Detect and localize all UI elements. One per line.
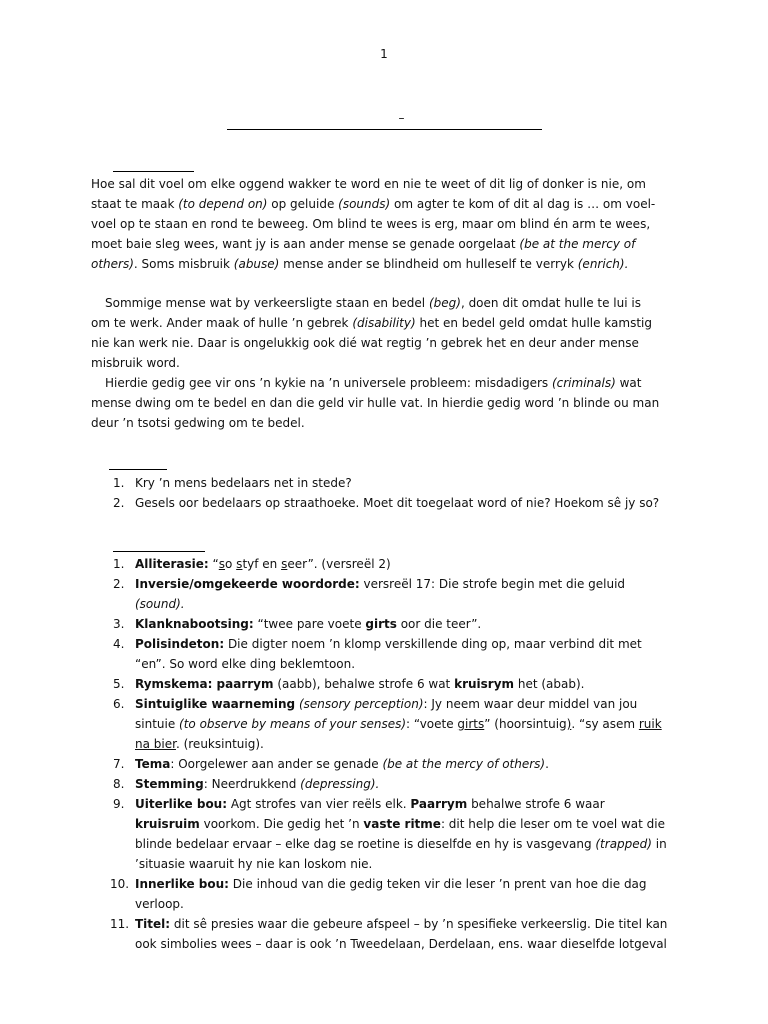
list-number: 2. bbox=[113, 577, 125, 591]
text-run: (be at the mercy of others) bbox=[382, 757, 546, 771]
text-run: s bbox=[218, 557, 226, 571]
text-run: (sounds) bbox=[338, 197, 391, 211]
text-run: dit sê presies waar die gebeure afspeel – by ’n spesifieke verkeerslig. Die titel kan ook simbolies wees – daar is ook ’n Tweedelaan, Derdelaan, ens. waar dieselfde lotgeval bbox=[135, 917, 668, 951]
list-item-text bbox=[135, 617, 481, 631]
list-item-text bbox=[135, 476, 352, 490]
text-run: : Neerdrukkend bbox=[203, 777, 301, 791]
text-run: kruisruim bbox=[135, 817, 200, 831]
text-run: ) bbox=[566, 717, 572, 731]
text-run: “ bbox=[208, 557, 219, 571]
list-number: 10. bbox=[110, 877, 130, 891]
intro-paragraph-2 bbox=[91, 293, 661, 373]
text-run: Alliterasie: bbox=[135, 557, 209, 571]
text-run: ” (hoorsintuig bbox=[484, 717, 567, 731]
text-run: (criminals) bbox=[551, 376, 616, 390]
document-title: – bbox=[398, 111, 405, 125]
text-run: kruisrym bbox=[454, 677, 515, 691]
text-run: . (reuksintuig). bbox=[175, 737, 264, 751]
device-item-4 bbox=[91, 634, 671, 674]
text-run: Tema bbox=[135, 757, 171, 771]
text-run: ruik na bier bbox=[135, 717, 662, 751]
device-item-7 bbox=[91, 754, 671, 774]
question-item-1 bbox=[91, 473, 671, 493]
text-run: Sintuiglike waarneming bbox=[135, 697, 296, 711]
text-run: wat mense dwing om te bedel en dan die geld vir hulle vat. In hierdie gedig word ’n blinde ou man deur ’n tsotsi gedwing om te bedel. bbox=[91, 376, 660, 430]
list-number: 2. bbox=[113, 496, 125, 510]
text-run: : Oorgelewer aan ander se genade bbox=[170, 757, 383, 771]
list-number: 6. bbox=[113, 697, 125, 711]
text-run: versreël 17: Die strofe begin met die geluid bbox=[359, 577, 626, 591]
text-run: Hierdie gedig gee vir ons ’n kykie na ’n universele probleem: misdadigers bbox=[105, 376, 552, 390]
page-number: 1 bbox=[380, 47, 388, 61]
text-run: Klanknabootsing: bbox=[135, 617, 254, 631]
device-item-10 bbox=[91, 874, 671, 914]
text-run: (to depend on) bbox=[178, 197, 268, 211]
text-run: eer”. (versreël 2) bbox=[287, 557, 391, 571]
text-run: . Soms misbruik bbox=[133, 257, 234, 271]
device-item-3 bbox=[91, 614, 671, 634]
intro-paragraph-1 bbox=[91, 174, 661, 274]
text-run: Gesels oor bedelaars op straathoeke. Moet dit toegelaat word of nie? Hoekom sê jy so? bbox=[135, 496, 660, 510]
intro-paragraph-3 bbox=[91, 373, 661, 433]
text-run: Die digter noem ’n klomp verskillende ding op, maar verbind dit met “en”. So word elke ding beklemtoon. bbox=[135, 637, 642, 671]
text-run: o bbox=[225, 557, 237, 571]
text-run: (beg) bbox=[428, 296, 461, 310]
text-run: Titel: bbox=[135, 917, 171, 931]
text-run: (disability) bbox=[352, 316, 416, 330]
device-item-1 bbox=[91, 554, 671, 574]
list-number: 8. bbox=[113, 777, 125, 791]
text-run: “twee pare voete bbox=[253, 617, 366, 631]
text-run: Innerlike bou: bbox=[135, 877, 229, 891]
text-run: : Jy neem waar deur middel van jou sintuie bbox=[135, 697, 638, 731]
text-run: (sound). bbox=[135, 597, 185, 611]
text-run: girts bbox=[457, 717, 485, 731]
text-run: s bbox=[281, 557, 288, 571]
text-run: (trapped) bbox=[595, 837, 652, 851]
text-run: Hoe sal dit voel om elke oggend wakker te word en nie te weet of dit lig of donker is nie, om staat te maak bbox=[91, 177, 646, 211]
text-run: . “sy asem bbox=[571, 717, 639, 731]
text-run: (aabb), behalwe strofe 6 wat bbox=[273, 677, 455, 691]
device-item-9 bbox=[91, 794, 671, 874]
device-item-11 bbox=[91, 914, 671, 954]
list-item-text bbox=[135, 637, 642, 671]
devices-heading-rule bbox=[113, 551, 205, 552]
list-item-text bbox=[135, 877, 647, 911]
device-item-2 bbox=[91, 574, 671, 614]
text-run: s bbox=[236, 557, 243, 571]
text-run: op geluide bbox=[267, 197, 339, 211]
list-number: 1. bbox=[113, 557, 125, 571]
text-run: , doen dit omdat hulle te lui is om te werk. Ander maak of hulle ’n gebrek bbox=[91, 296, 641, 330]
list-item-text bbox=[135, 577, 625, 611]
text-run: Stemming bbox=[135, 777, 204, 791]
text-run: (abuse) bbox=[233, 257, 280, 271]
text-run: behalwe strofe 6 waar bbox=[467, 797, 605, 811]
device-item-5 bbox=[91, 674, 671, 694]
question-item-2 bbox=[91, 493, 671, 513]
list-item-text bbox=[135, 557, 391, 571]
text-run: girts bbox=[365, 617, 397, 631]
text-run: het (abab). bbox=[514, 677, 585, 691]
device-item-6 bbox=[91, 694, 671, 754]
list-item-text bbox=[135, 777, 379, 791]
list-item-text bbox=[135, 757, 549, 771]
text-run: Agt strofes van vier reëls elk. bbox=[227, 797, 411, 811]
text-run: Rymskema: paarrym bbox=[135, 677, 274, 691]
list-item-text bbox=[135, 917, 667, 951]
text-run: (sensory perception) bbox=[298, 697, 424, 711]
text-run: mense ander se blindheid om hulleself te verryk bbox=[279, 257, 578, 271]
list-number: 4. bbox=[113, 637, 125, 651]
list-item-text bbox=[135, 797, 667, 871]
text-run: voorkom. Die gedig het ’n bbox=[199, 817, 364, 831]
list-item-text bbox=[135, 677, 585, 691]
list-number: 5. bbox=[113, 677, 125, 691]
device-item-8 bbox=[91, 774, 671, 794]
text-run: Uiterlike bou: bbox=[135, 797, 228, 811]
text-run: Kry ’n mens bedelaars net in stede? bbox=[135, 476, 352, 490]
list-number: 7. bbox=[113, 757, 125, 771]
list-number: 11. bbox=[110, 917, 130, 931]
list-item-text bbox=[135, 697, 662, 751]
text-run: Polisindeton: bbox=[135, 637, 225, 651]
list-number: 9. bbox=[113, 797, 125, 811]
text-run: tyf en bbox=[242, 557, 282, 571]
list-number: 1. bbox=[113, 476, 125, 490]
text-run: : “voete bbox=[406, 717, 458, 731]
text-run: (to observe by means of your senses) bbox=[179, 717, 407, 731]
devices-list bbox=[91, 554, 671, 954]
list-item-text bbox=[135, 496, 659, 510]
text-run: oor die teer”. bbox=[396, 617, 482, 631]
text-run: Sommige mense wat by verkeersligte staan en bedel bbox=[105, 296, 429, 310]
text-run: Die inhoud van die gedig teken vir die leser ’n prent van hoe die dag verloop. bbox=[135, 877, 647, 911]
text-run: (depressing). bbox=[300, 777, 380, 791]
questions-heading-rule bbox=[109, 469, 167, 470]
text-run: . bbox=[545, 757, 549, 771]
questions-list bbox=[91, 473, 671, 513]
list-number: 3. bbox=[113, 617, 125, 631]
text-run: in ’situasie waaruit hy nie kan loskom nie. bbox=[135, 837, 667, 871]
text-run: (enrich). bbox=[577, 257, 629, 271]
text-run: om agter te kom of dit al dag is … om voel-voel op te staan en rond te beweeg. Om blind te wees is erg, maar om blind én arm te wees, moet baie sleg wees, want jy is aan ander mense se genade oorgelaat bbox=[91, 197, 656, 251]
intro-heading-rule bbox=[113, 171, 194, 172]
text-run: vaste ritme bbox=[363, 817, 441, 831]
text-run: Inversie/omgekeerde woordorde: bbox=[135, 577, 360, 591]
text-run: Paarrym bbox=[410, 797, 468, 811]
text-run: (be at the mercy of others) bbox=[91, 237, 636, 271]
text-run: : dit help die leser om te voel wat die blinde bedelaar ervaar – elke dag se roetine is dieselfde en hy is vasgevang bbox=[135, 817, 666, 851]
text-run: het en bedel geld omdat hulle kamstig nie kan werk nie. Daar is ongelukkig ook dié wat regtig ’n gebrek het en deur ander mense misbruik word. bbox=[91, 316, 652, 370]
